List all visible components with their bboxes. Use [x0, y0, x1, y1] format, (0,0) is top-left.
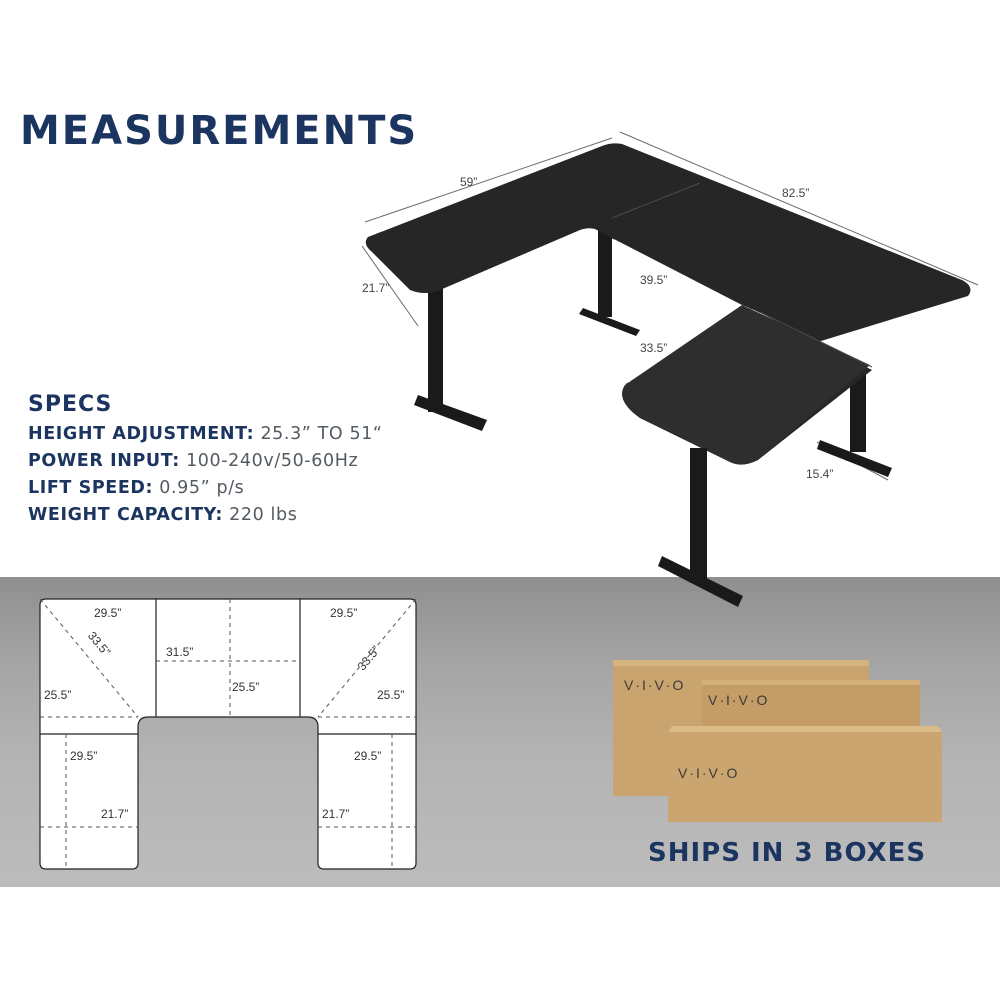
- plan-mid-depth: 25.5”: [232, 680, 260, 694]
- box-logo: V·I·V·O: [678, 765, 740, 781]
- spec-lift-speed: [28, 478, 244, 498]
- plan-tl-side: 25.5”: [44, 688, 72, 702]
- spec-value: 100-240v/50-60Hz: [179, 451, 359, 471]
- page-title: MEASUREMENTS: [20, 108, 419, 154]
- dim-left-depth: 21.7”: [362, 281, 390, 295]
- spec-label: POWER INPUT:: [28, 451, 180, 471]
- spec-label: WEIGHT CAPACITY:: [28, 505, 223, 525]
- spec-weight: [28, 505, 297, 525]
- box-front-top: [668, 726, 942, 732]
- dim-top-left: 59”: [460, 175, 478, 189]
- spec-power: [28, 451, 358, 471]
- plan-mid-width: 31.5”: [166, 645, 194, 659]
- plan-tr-side: 25.5”: [377, 688, 405, 702]
- spec-value: 0.95” p/s: [153, 478, 245, 498]
- plan-tl-diag: 33.5”: [84, 628, 114, 659]
- plan-br-width: 29.5”: [354, 749, 382, 763]
- plan-br-depth: 21.7”: [322, 807, 350, 821]
- plan-tr-diag: 33.5”: [354, 643, 383, 674]
- spec-value: 220 lbs: [223, 505, 298, 525]
- dim-inner-depth: 39.5”: [640, 273, 668, 287]
- spec-height: [28, 424, 383, 444]
- plan-diagram: [0, 577, 440, 887]
- plan-bl-width: 29.5”: [70, 749, 98, 763]
- box-logo: V·I·V·O: [708, 692, 770, 708]
- plan-bl-depth: 21.7”: [101, 807, 129, 821]
- spec-label: LIFT SPEED:: [28, 478, 154, 498]
- spec-value: 25.3” TO 51“: [254, 424, 383, 444]
- shipping-boxes: [600, 650, 960, 830]
- dim-top-right: 82.5”: [782, 186, 810, 200]
- leg-back-middle: [598, 225, 612, 317]
- foot-left: [414, 395, 487, 431]
- box-middle-top: [702, 680, 920, 685]
- leg-front: [690, 448, 707, 583]
- specs-heading: SPECS: [28, 392, 113, 417]
- box-logo: V·I·V·O: [624, 677, 686, 693]
- spec-label: HEIGHT ADJUSTMENT:: [28, 424, 255, 444]
- leg-left: [428, 280, 443, 412]
- dim-right-depth: 15.4”: [806, 467, 834, 481]
- plan-tl-top: 29.5”: [94, 606, 122, 620]
- dim-inner-width: 33.5”: [640, 341, 668, 355]
- plan-tr-top: 29.5”: [330, 606, 358, 620]
- ships-caption: SHIPS IN 3 BOXES: [648, 838, 927, 868]
- box-back-top: [613, 660, 869, 666]
